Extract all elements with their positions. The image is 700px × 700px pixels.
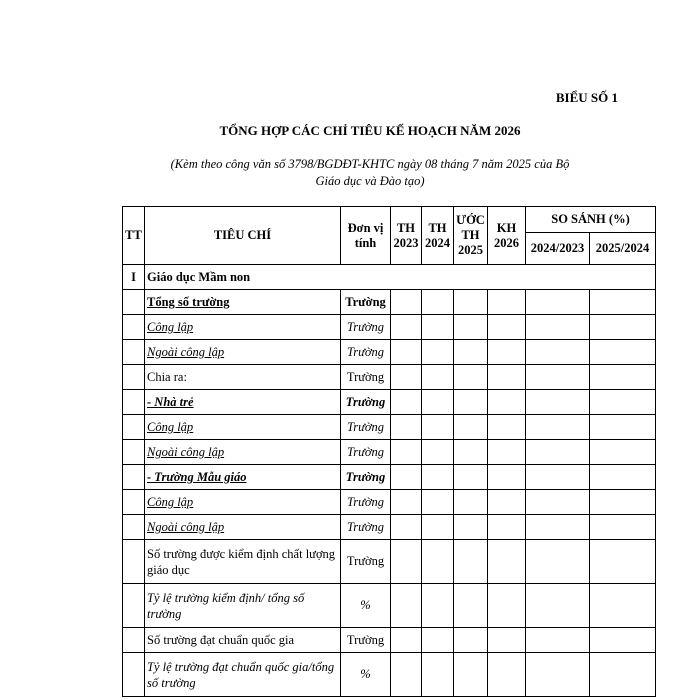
row-unit: Trường bbox=[341, 465, 391, 490]
header-th2024-line1: TH bbox=[428, 220, 447, 235]
table-row bbox=[123, 390, 656, 415]
header-th2024-line2: 2024 bbox=[425, 235, 450, 250]
form-number: BIỂU SỐ 1 bbox=[555, 90, 618, 105]
header-compare-2024-2023: 2024/2023 bbox=[526, 233, 590, 265]
row-label: - Nhà trẻ bbox=[145, 390, 341, 415]
reference-line-1: (Kèm theo công văn số 3798/BGDĐT-KHTC ngày 08 tháng 7 năm 2025 của Bộ bbox=[170, 157, 570, 171]
table-row bbox=[123, 465, 656, 490]
row-label: Ngoài công lập bbox=[145, 440, 341, 465]
row-unit: Trường bbox=[341, 540, 391, 584]
row-unit: Trường bbox=[341, 490, 391, 515]
row-unit: Trường bbox=[341, 515, 391, 540]
row-unit: Trường bbox=[341, 415, 391, 440]
table-row bbox=[123, 653, 656, 697]
table-row bbox=[123, 628, 656, 653]
header-th2023-line1: TH bbox=[396, 220, 416, 235]
header-tt: TT bbox=[123, 207, 145, 265]
table-row bbox=[123, 415, 656, 440]
header-th2023 bbox=[391, 207, 422, 265]
row-label: Tỷ lệ trường đạt chuẩn quốc gia/tổng số trường bbox=[145, 653, 341, 697]
row-label: Công lập bbox=[145, 490, 341, 515]
table-row bbox=[123, 315, 656, 340]
row-label: Số trường đạt chuẩn quốc gia bbox=[145, 628, 341, 653]
table-row bbox=[123, 365, 656, 390]
document-title: TỔNG HỢP CÁC CHỈ TIÊU KẾ HOẠCH NĂM 2026 bbox=[219, 123, 521, 138]
row-label: Chia ra: bbox=[145, 365, 341, 390]
section-row bbox=[123, 265, 656, 290]
row-unit: Trường bbox=[341, 628, 391, 653]
section-label: Giáo dục Mầm non bbox=[145, 265, 656, 290]
plan-indicators-table bbox=[122, 206, 656, 697]
header-compare-2025-2024: 2025/2024 bbox=[590, 233, 656, 265]
row-unit: Trường bbox=[341, 315, 391, 340]
row-label: Ngoài công lập bbox=[145, 515, 341, 540]
header-plan-line2: 2026 bbox=[494, 235, 519, 250]
row-unit: % bbox=[341, 584, 391, 628]
row-unit: Trường bbox=[341, 365, 391, 390]
row-label: Tổng số trường bbox=[145, 290, 341, 315]
reference-line-2: Giáo dục và Đào tạo) bbox=[315, 174, 425, 188]
header-plan-line1: KH bbox=[496, 220, 517, 235]
table-row bbox=[123, 490, 656, 515]
header-unit: Đơn vị tính bbox=[341, 207, 391, 265]
header-th2024 bbox=[422, 207, 454, 265]
document-reference bbox=[130, 156, 610, 190]
row-unit: % bbox=[341, 653, 391, 697]
section-tt: I bbox=[123, 265, 145, 290]
row-label: Ngoài công lập bbox=[145, 340, 341, 365]
row-unit: Trường bbox=[341, 390, 391, 415]
row-unit: Trường bbox=[341, 340, 391, 365]
header-criteria: TIÊU CHÍ bbox=[145, 207, 341, 265]
header-plan-2026 bbox=[488, 207, 526, 265]
table-row bbox=[123, 290, 656, 315]
header-th2023-line2: 2023 bbox=[393, 235, 419, 250]
table-row bbox=[123, 340, 656, 365]
row-label: - Trường Mẫu giáo bbox=[145, 465, 341, 490]
header-estimate-2025 bbox=[454, 207, 488, 265]
table-row bbox=[123, 515, 656, 540]
header-estimate-line1: ƯỚC bbox=[456, 213, 485, 227]
row-unit: Trường bbox=[341, 440, 391, 465]
row-label: Tỷ lệ trường kiểm định/ tổng số trường bbox=[145, 584, 341, 628]
header-estimate-line3: 2025 bbox=[458, 243, 483, 257]
row-label: Công lập bbox=[145, 315, 341, 340]
header-estimate-line2: TH bbox=[461, 228, 480, 242]
table-row bbox=[123, 540, 656, 584]
row-label: Số trường được kiểm định chất lượng giáo dục bbox=[145, 540, 341, 584]
row-unit: Trường bbox=[341, 290, 391, 315]
table-row bbox=[123, 584, 656, 628]
row-label: Công lập bbox=[145, 415, 341, 440]
header-comparison: SO SÁNH (%) bbox=[526, 207, 656, 233]
table-row bbox=[123, 440, 656, 465]
